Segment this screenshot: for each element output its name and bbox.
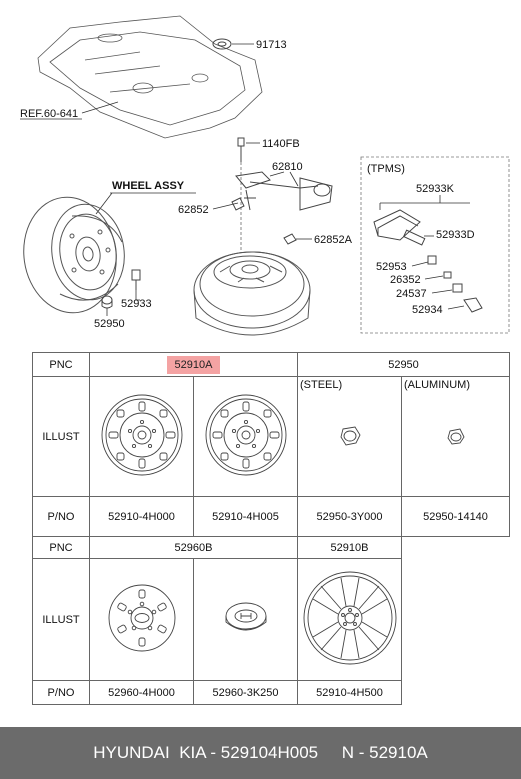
pnc-52910b[interactable]: 52910B [298,537,402,559]
illust-steel-nut[interactable] [298,377,402,497]
callout-52933k: 52933K [416,183,454,195]
pnc-label: PNC [33,537,90,559]
pno-52960-3k250[interactable]: 52960-3K250 [194,681,298,705]
pno-52950-3y000[interactable]: 52950-3Y000 [298,497,402,537]
pnc-label: PNC [33,353,90,377]
steel-wheel-icon [99,392,185,478]
tpms-title: (TPMS) [367,163,405,175]
callout-62852: 62852 [178,204,209,216]
pno-52910-4h000[interactable]: 52910-4H000 [90,497,194,537]
center-cap-icon [221,598,271,638]
pno-label: P/NO [33,497,90,537]
parts-diagram [0,0,521,350]
pno-52910-4h005[interactable]: 52910-4H005 [194,497,298,537]
pnc-highlight[interactable]: 52910A [167,356,221,374]
footer-text: HYUNDAI KIA - 529104H005 N - 52910A [93,743,428,762]
empty-cell [402,537,510,559]
callout-26352: 26352 [390,274,421,286]
valve-52933 [132,270,140,290]
callout-52933: 52933 [121,298,152,310]
pno-52950-14140[interactable]: 52950-14140 [402,497,510,537]
clip-62852a [284,234,296,244]
callout-24537: 24537 [396,288,427,300]
illust-steel-wheel-2[interactable] [194,377,298,497]
lug-nut-icon [404,391,508,487]
bolt-1140fb [238,138,244,162]
pnc-52960b[interactable]: 52960B [90,537,298,559]
row2-pnc [33,537,510,559]
wheel-assy-drawing [16,191,130,319]
ref-callout: REF.60-641 [20,108,79,120]
row1-pno [33,497,510,537]
empty-cell [402,681,510,705]
illust-center-cap[interactable] [194,559,298,681]
alloy-wheel-icon [301,569,399,667]
pno-52910-4h500[interactable]: 52910-4H500 [298,681,402,705]
footer-bar [0,727,521,779]
callout-62852a: 62852A [314,234,352,246]
illust-steel-wheel-1[interactable] [90,377,194,497]
callout-52950: 52950 [94,318,125,330]
parts-table [32,352,510,705]
empty-cell [402,559,510,681]
pno-label: P/NO [33,681,90,705]
steel-label: (STEEL) [300,379,343,391]
illust-hub-cap[interactable] [90,559,194,681]
row1-pnc [33,353,510,377]
callout-52933d: 52933D [436,229,475,241]
illust-label: ILLUST [33,377,90,497]
aluminum-label: (ALUMINUM) [404,379,470,391]
lug-nut-icon [300,391,400,487]
callout-62810: 62810 [272,161,303,173]
pnc-52910a[interactable] [90,353,298,377]
callout-52934: 52934 [412,304,443,316]
callout-52953: 52953 [376,261,407,273]
illust-alloy-wheel[interactable] [298,559,402,681]
illust-label: ILLUST [33,559,90,681]
tire-carrier-62810 [236,172,332,210]
row2-illust [33,559,510,681]
hub-cap-icon [102,578,182,658]
row1-illust [33,377,510,497]
steel-wheel-icon [203,392,289,478]
illust-aluminum-nut[interactable] [402,377,510,497]
callout-91713: 91713 [256,39,287,51]
pno-52960-4h000[interactable]: 52960-4H000 [90,681,194,705]
wheel-assy-title: WHEEL ASSY [112,180,185,192]
row2-pno [33,681,510,705]
pnc-52950[interactable]: 52950 [298,353,510,377]
callout-1140fb: 1140FB [262,138,300,150]
spare-tire-drawing [194,252,310,335]
